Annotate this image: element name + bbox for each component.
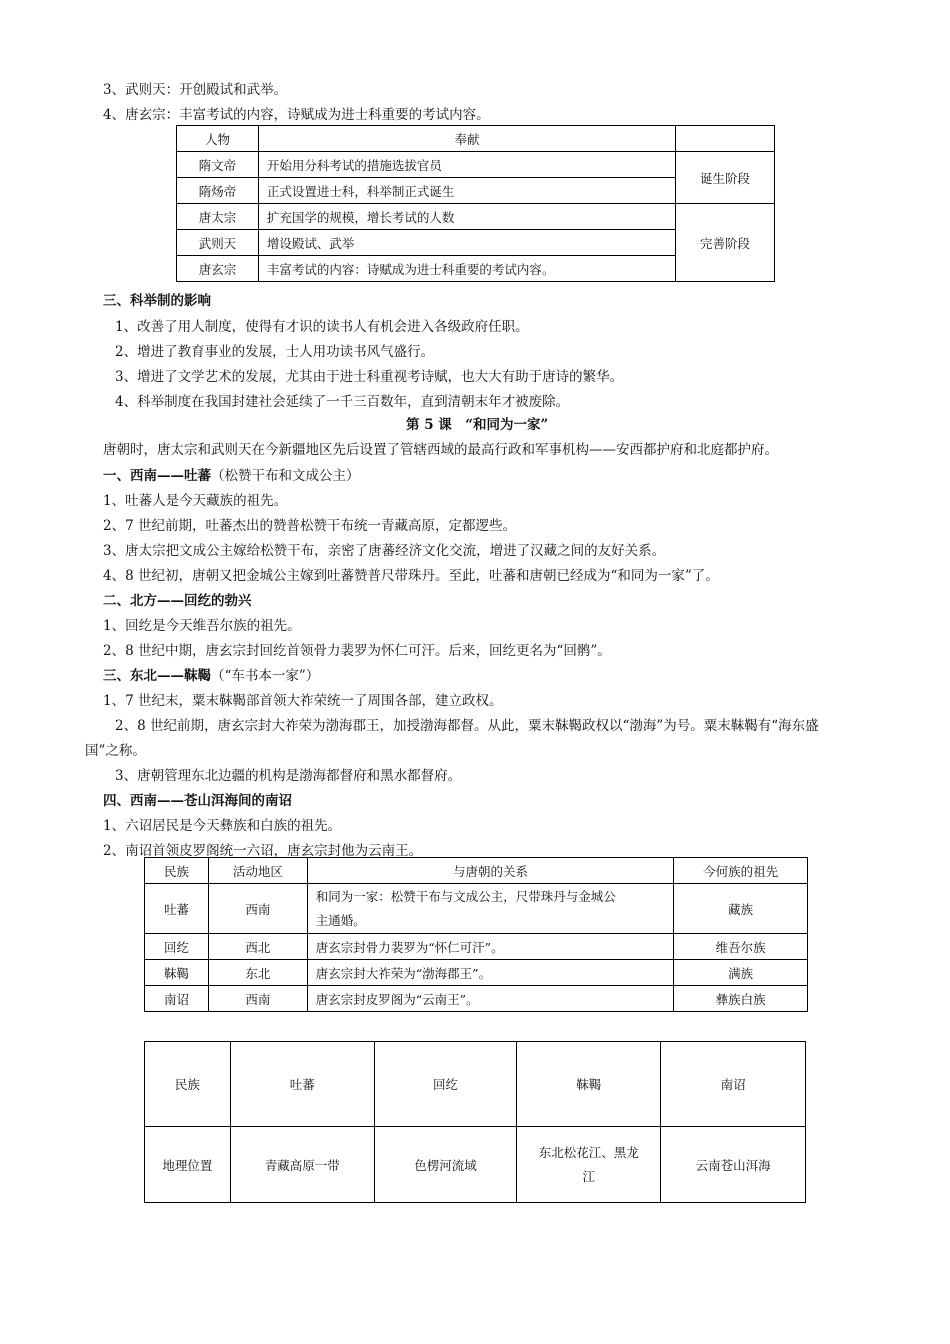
table-header: 靺鞨 <box>517 1042 661 1127</box>
keju-contributions-table <box>176 125 775 282</box>
table-cell: 西北 <box>208 934 307 960</box>
table-header <box>676 126 775 152</box>
table-cell: 地理位置 <box>145 1127 231 1203</box>
table-row <box>145 960 808 986</box>
table-header: 今何族的祖先 <box>674 858 808 884</box>
heading-note: （松赞干布和文成公主） <box>211 468 360 484</box>
table-row <box>177 204 775 230</box>
table-cell <box>307 884 673 934</box>
text-line: 4、8 世纪初，唐朝又把金城公主嫁到吐蕃赞普尺带珠丹。至此，吐蕃和唐朝已经成为“和同为一家”了。 <box>103 568 719 584</box>
table-cell: 唐玄宗封大祚荣为“渤海郡王”。 <box>307 960 673 986</box>
table-cell: 唐太宗 <box>177 204 259 230</box>
table-cell: 回纥 <box>145 934 209 960</box>
table-row <box>145 934 808 960</box>
table-cell: 维吾尔族 <box>674 934 808 960</box>
intro-paragraph: 唐朝时，唐太宗和武则天在今新疆地区先后设置了管辖西域的最高行政和军事机构——安西都护府和北庭都护府。 <box>103 442 778 458</box>
table-cell: 云南苍山洱海 <box>661 1127 806 1203</box>
geography-table <box>144 1041 806 1203</box>
table-cell: 吐蕃 <box>145 884 209 934</box>
text-line: 4、科举制度在我国封建社会延续了一千三百数年，直到清朝末年才被废除。 <box>115 394 570 410</box>
cell-line: 和同为一家：松赞干布与文成公主，尺带珠丹与金城公 <box>315 888 616 904</box>
table-cell: 唐玄宗 <box>177 256 259 282</box>
cell-line: 江 <box>582 1168 596 1184</box>
table-cell <box>517 1127 661 1203</box>
section-heading <box>103 664 319 684</box>
table-cell: 开始用分科考试的措施选拔官员 <box>258 152 675 178</box>
table-cell: 西南 <box>208 986 307 1012</box>
text-line: 3、唐朝管理东北边疆的机构是渤海都督府和黑水都督府。 <box>115 768 462 784</box>
text-line: 2、7 世纪前期，吐蕃杰出的赞普松赞干布统一青藏高原，定都逻些。 <box>103 518 516 534</box>
stage-cell: 完善阶段 <box>676 204 775 282</box>
table-header: 回纥 <box>374 1042 517 1127</box>
table-cell: 丰富考试的内容：诗赋成为进士科重要的考试内容。 <box>258 256 675 282</box>
table-header: 南诏 <box>661 1042 806 1127</box>
heading-text: 一、西南——吐蕃 <box>103 468 211 484</box>
table-cell: 藏族 <box>674 884 808 934</box>
table-header: 民族 <box>145 1042 231 1127</box>
table-row <box>145 884 808 934</box>
table-cell: 彝族白族 <box>674 986 808 1012</box>
table-row <box>145 986 808 1012</box>
section-heading <box>103 464 360 484</box>
heading-text: 三、东北——靺鞨 <box>103 668 211 684</box>
table-cell: 隋炀帝 <box>177 178 259 204</box>
text-line: 4、唐玄宗：丰富考试的内容，诗赋成为进士科重要的考试内容。 <box>103 107 490 123</box>
text-line: 2、增进了教育事业的发展，士人用功读书风气盛行。 <box>115 344 435 360</box>
table-cell: 扩充国学的规模，增长考试的人数 <box>258 204 675 230</box>
cell-line: 主通婚。 <box>315 912 366 928</box>
table-cell: 隋文帝 <box>177 152 259 178</box>
text-line: 1、吐蕃人是今天藏族的祖先。 <box>103 493 288 509</box>
text-line: 2、8 世纪中期，唐玄宗封回纥首领骨力裴罗为怀仁可汗。后来，回纥更名为“回鹘”。 <box>103 643 611 659</box>
heading-note: （“车书本一家”） <box>211 668 320 684</box>
section-heading: 二、北方——回纥的勃兴 <box>103 593 252 609</box>
table-cell: 满族 <box>674 960 808 986</box>
ethnic-relations-table <box>144 857 808 1012</box>
table-header: 人物 <box>177 126 259 152</box>
table-cell: 色楞河流域 <box>374 1127 517 1203</box>
section-heading: 四、西南——苍山洱海间的南诏 <box>103 793 292 809</box>
table-cell: 正式设置进士科，科举制正式诞生 <box>258 178 675 204</box>
text-line: 1、改善了用人制度，使得有才识的读书人有机会进入各级政府任职。 <box>115 319 529 335</box>
table-cell: 增设殿试、武举 <box>258 230 675 256</box>
cell-line: 东北松花江、黑龙 <box>538 1144 639 1160</box>
table-cell: 唐玄宗封皮罗阁为“云南王”。 <box>307 986 673 1012</box>
text-line: 1、六诏居民是今天彝族和白族的祖先。 <box>103 818 342 834</box>
table-header: 吐蕃 <box>230 1042 374 1127</box>
text-line: 1、回纥是今天维吾尔族的祖先。 <box>103 618 301 634</box>
table-cell: 唐玄宗封骨力裴罗为“怀仁可汗”。 <box>307 934 673 960</box>
text-line: 3、武则天：开创殿试和武举。 <box>103 82 288 98</box>
text-line: 2、南诏首领皮罗阁统一六诏，唐玄宗封他为云南王。 <box>103 843 423 859</box>
table-cell: 青藏高原一带 <box>230 1127 374 1203</box>
lesson-title: 第 5 课 “和同为一家” <box>406 417 549 433</box>
text-line: 1、7 世纪末，粟末靺鞨部首领大祚荣统一了周围各部，建立政权。 <box>103 693 503 709</box>
text-line: 国”之称。 <box>85 743 146 759</box>
table-header: 奉献 <box>258 126 675 152</box>
table-row <box>145 1042 806 1127</box>
table-row <box>145 1127 806 1203</box>
table-cell: 西南 <box>208 884 307 934</box>
table-cell: 南诏 <box>145 986 209 1012</box>
section-heading: 三、科举制的影响 <box>103 293 211 309</box>
table-cell: 东北 <box>208 960 307 986</box>
table-cell: 靺鞨 <box>145 960 209 986</box>
table-row <box>177 152 775 178</box>
table-cell: 武则天 <box>177 230 259 256</box>
text-line: 3、唐太宗把文成公主嫁给松赞干布，亲密了唐蕃经济文化交流，增进了汉藏之间的友好关系。 <box>103 543 666 559</box>
text-line: 2、8 世纪前期，唐玄宗封大祚荣为渤海郡王，加授渤海都督。从此，粟末靺鞨政权以“渤海”为号。粟末靺鞨有“海东盛 <box>115 718 819 734</box>
text-line: 3、增进了文学艺术的发展，尤其由于进士科重视考诗赋，也大大有助于唐诗的繁华。 <box>115 369 624 385</box>
stage-cell: 诞生阶段 <box>676 152 775 204</box>
table-header: 民族 <box>145 858 209 884</box>
table-header: 活动地区 <box>208 858 307 884</box>
table-header: 与唐朝的关系 <box>307 858 673 884</box>
